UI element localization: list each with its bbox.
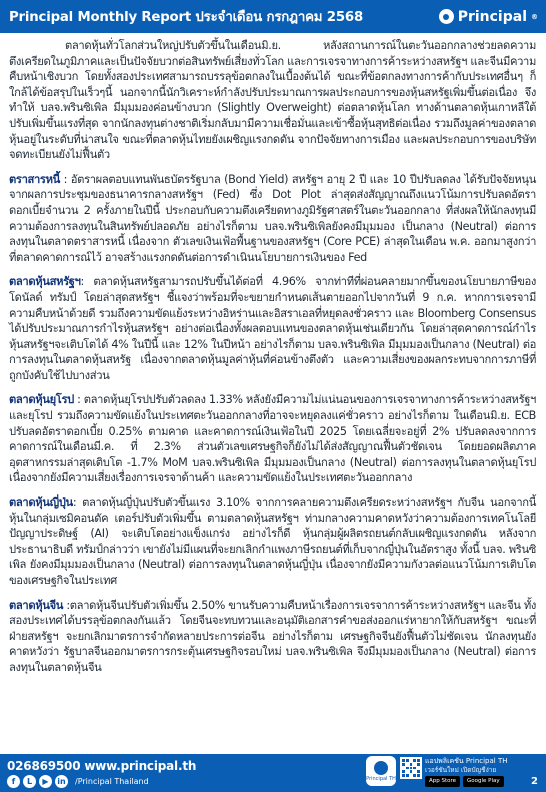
- app-title: แอปพลิเคชัน Principal TH: [425, 757, 508, 765]
- google-play-badge[interactable]: Google Play: [463, 776, 504, 787]
- app-icon[interactable]: [366, 756, 396, 786]
- section-text: :ตลาดหุ้นจีนปรับตัวเพิ่มขึ้น 2.50% ขานรับความคืบหน้าเรื่องการเจรจาการค้าระหว่างสหรัฐฯ และจีน ทั้งสองประเทศได้บรรลุข้อตกลงกันแล้ว โดยจีนจะทบทวนและอนุมัติเอกสารคำขอส่งออกแร่หายากให้กับสหรัฐฯ ขณะที่ฝ่ายสหรัฐฯ จะยกเลิกมาตรการจำกัดหลายประการต่อจีน อย่างไรก็ตาม เศรษฐกิจจีนยังฟื้นตัวไม่ชัดเจน นักลงทุนยังคาดหวังว่า รัฐบาลจีนออกมาตรการกระตุ้นเศรษฐกิจรอบใหม่ บลจ.พรินซิเพิล จึงมีมุมมองเป็นกลาง (Neutral) ต่อการลงทุนในตลาดหุ้นจีน: [9, 598, 536, 674]
- social-handle[interactable]: /Principal Thailand: [75, 777, 149, 786]
- section-label: ตราสารหนี้: [9, 172, 60, 186]
- app-icon-caption: Principal TH: [366, 775, 396, 782]
- youtube-icon[interactable]: ▶: [39, 775, 52, 788]
- registered-mark: ®: [531, 12, 538, 21]
- section-text: : อัตราผลตอบแทนพันธบัตรรัฐบาล (Bond Yield) สหรัฐฯ อายุ 2 ปี และ 10 ปีปรับลดลง ได้รับปัจจัยหนุนจากผลการประชุมของธนาคารกลางสหรัฐฯ (Fed) ซึ่ง Dot Plot ล่าสุดส่งสัญญาณถึงแนวโน้มการปรับลดอัตราดอกเบี้ยจำนวน 2 ครั้งภายในปีนี้ ประกอบกับความตึงเครียดทางภูมิรัฐศาสตร์ในตะวันออกกลาง ที่ส่งผลให้นักลงทุนมีความต้องการลงทุนในสินทรัพย์ปลอดภัย อย่างไรก็ตาม บลจ.พรินซิเพิลยังคงมีมุมมอง เป็นกลาง (Neutral) ต่อการลงทุนในตลาดตราสารหนี้ เนื่องจาก ตัวเลขเงินเฟ้อพื้นฐานของสหรัฐฯ (Core PCE) ล่าสุดในเดือน พ.ค. ออกมาสูงกว่าที่ตลาดคาดการณ์ไว้ อาจสร้างแรงกดดันต่อการดำเนินนโยบายการเงินของ Fed: [9, 172, 536, 264]
- page-footer: [0, 754, 546, 792]
- line-icon[interactable]: L: [23, 775, 36, 788]
- qr-code-icon: [400, 757, 422, 779]
- principal-app-icon: [374, 761, 388, 775]
- page-number: 2: [531, 776, 538, 787]
- section-label: ตลาดหุ้นสหรัฐฯ: [9, 275, 81, 289]
- store-badges: [425, 776, 504, 787]
- report-title: Principal Monthly Report ประจำเดือน กรกฎาคม 2568: [9, 10, 364, 25]
- page-header: [0, 0, 546, 33]
- section-bonds: [9, 172, 536, 266]
- brand-name: Principal: [457, 8, 527, 25]
- section-japan-equity: [9, 495, 536, 589]
- report-body: [0, 38, 546, 751]
- section-europe-equity: [9, 392, 536, 486]
- app-promo: [425, 757, 508, 775]
- section-us-equity: [9, 274, 536, 383]
- section-text: : ตลาดหุ้นสหรัฐสามารถปรับขึ้นได้ต่อที่ 4.96% จากท่าทีที่ผ่อนคลายมากขึ้นของนโยบายภาษีของโดนัลด์ ทรัมป์ โดยล่าสุดสหรัฐฯ ชี้แจงว่าพร้อมที่จะขยายกำหนดเส้นตายออกไปจากวันที่ 9 ก.ค. หากการเจรจามีความคืบหน้าด้วยดี รวมถึงความขัดแย้งระหว่างอิหร่านและอิสราเอลที่หยุดลงชั่วคราว และ Bloomberg Consensus ได้ปรับประมาณการกำไรหุ้นสหรัฐฯ อย่างต่อเนื่องทั้งผลตอบแทนของตลาดหุ้นเช่นเดียวกัน โดยล่าสุดคาดการณ์กำไรหุ้นสหรัฐฯจะเติบโตได้ 4% ในปีนี้ และ 12% ในปีหน้า อย่างไรก็ตาม บลจ.พรินซิเพิล มีมุมมองเป็นกลาง (Neutral) ต่อการลงทุนในตลาดหุ้นสหรัฐ เนื่องจากตลาดหุ้นมูลค่าหุ้นที่ค่อนข้างตึงตัว และความเสี่ยงของผลกระทบจากการภาษีที่ถูกบังคับใช้ไปบางส่วน: [9, 275, 536, 382]
- intro-text: ตลาดหุ้นทั่วโลกส่วนใหญ่ปรับตัวขึ้นในเดือนมิ.ย. หลังสถานการณ์ในตะวันออกกลางช่วยลดความตึงเครียดในภูมิภาคและเป็นปัจจัยบวกต่อสินทรัพย์เสี่ยงทั่วโลก และการเจรจาทางการค้าระหว่างสหรัฐฯ และจีนมีความคืบหน้าเชิงบวก โดยทั้งสองประเทศสามารถบรรลุข้อตกลงในเบื้องต้นได้ ขณะที่ข้อตกลงทางการค้ากับประเทศอื่นๆ ก็ใกล้ได้ข้อสรุปในเร็วๆนี้ นอกจากนี้นักวิเคราะห์กำลังปรับประมาณการผลประกอบการของหุ้นสหรัฐเพิ่มขึ้นต่อเนื่อง จึงทำให้ บลจ.พรินซิเพิล มีมุมมองค่อนข้างบวก (Slightly Overweight) ต่อตลาดหุ้นโลก ทางด้านตลาดหุ้นเกาหลีใต้ปรับเพิ่มขึ้นแรงที่สุด จากนักลงทุนต่างชาติเริ่มกลับมามีความเชื่อมั่นและเข้าซื้อหุ้นสุทธิต่อเนื่อง รวมถึงมูลค่าของตลาดหุ้นอยู่ในระดับที่น่าสนใจ ขณะที่ตลาดหุ้นไทยยังเผชิญแรงกดดัน จากปัจจัยทางการเมือง และผลประกอบการของบริษัทจดทะเบียนยังไม่ฟื้นตัว: [9, 39, 536, 162]
- linkedin-icon[interactable]: in: [55, 775, 68, 788]
- social-links: [7, 775, 149, 788]
- app-store-badge[interactable]: App Store: [425, 776, 460, 787]
- section-label: ตลาดหุ้นญี่ปุ่น: [9, 496, 73, 510]
- contact-info[interactable]: 026869500 www.principal.th: [7, 759, 197, 773]
- section-text: : ตลาดหุ้นยุโรปปรับตัวลดลง 1.33% หลังยังมีความไม่แน่นอนของการเจรจาทางการค้าระหว่างสหรัฐฯและยุโรป รวมถึงความขัดแย้งในประเทศตะวันออกกลางที่อาจจะหยุดลงแค่ชั่วคราว อย่างไรก็ตาม ในเดือนมิ.ย. ECB ปรับลดอัตราดอกเบี้ย 0.25% ตามคาด และคาดการณ์เงินเฟ้อในปี 2025 โดยเฉลี่ยจะอยู่ที่ 2% ปรับลดลงจากการคาดการณ์ในเดือนมี.ค. ที่ 2.3% ส่วนตัวเลขเศรษฐกิจก็ยังไม่ได้ส่งสัญญาณฟื้นตัวชัดเจน โดยยอดผลิตภาคอุตสาหกรรมล่าสุดเติบโต -1.7% MoM บลจ.พรินซิเพิล มีมุมมองเป็นกลาง (Neutral) ต่อการลงทุนในตลาดหุ้นยุโรป เนื่องจากยังมีความเสี่ยงเรื่องการเจรจาด้านค้า และความขัดแย้งในประเทศตะวันออกกลาง: [9, 393, 536, 485]
- section-label: ตลาดหุ้นจีน: [9, 598, 64, 612]
- section-text: : ตลาดหุ้นญี่ปุ่นปรับตัวขึ้นแรง 3.10% จากการคลายความตึงเครียดระหว่างสหรัฐฯ กับจีน นอกจากนี้ หุ้นในกลุ่มเซมิคอนดัค เตอร์ปรับตัวเพิ่มขึ้น ตามตลาดหุ้นสหรัฐฯ ท่ามกลางความคาดหวังว่าความต้องการเทคโนโลยีปัญญาประดิษฐ์ (AI) จะเติบโตอย่างแข็งแกร่ง อย่างไรก็ดี หุ้นกลุ่มผู้ผลิตรถยนต์กลับเผชิญแรงกดดัน หลังจากประธานาธิบดี ทรัมป์กล่าวว่า เขายังไม่มีแผนที่จะยกเลิกกำแพงภาษีรถยนต์ที่เก็บจากญี่ปุ่นในอัตราสูง ทั้งนี้ บลจ. พรินซิเพิล ยังคงมีมุมมองเป็นกลาง (Neutral) ต่อการลงทุนในตลาดหุ้นญี่ปุ่น เนื่องจากยังมีความกังวลต่อแนวโน้มการเติบโตของเศรษฐกิจในประเทศ: [9, 496, 536, 587]
- section-label: ตลาดหุ้นยุโรป: [9, 393, 74, 407]
- intro-paragraph: [9, 38, 536, 163]
- app-subtitle: เวอร์ชันใหม่ เปิดบัญชีง่าย: [425, 766, 497, 774]
- facebook-icon[interactable]: f: [7, 775, 20, 788]
- principal-logo-icon: [439, 9, 454, 24]
- section-china-equity: [9, 598, 536, 676]
- brand-logo[interactable]: [439, 9, 538, 25]
